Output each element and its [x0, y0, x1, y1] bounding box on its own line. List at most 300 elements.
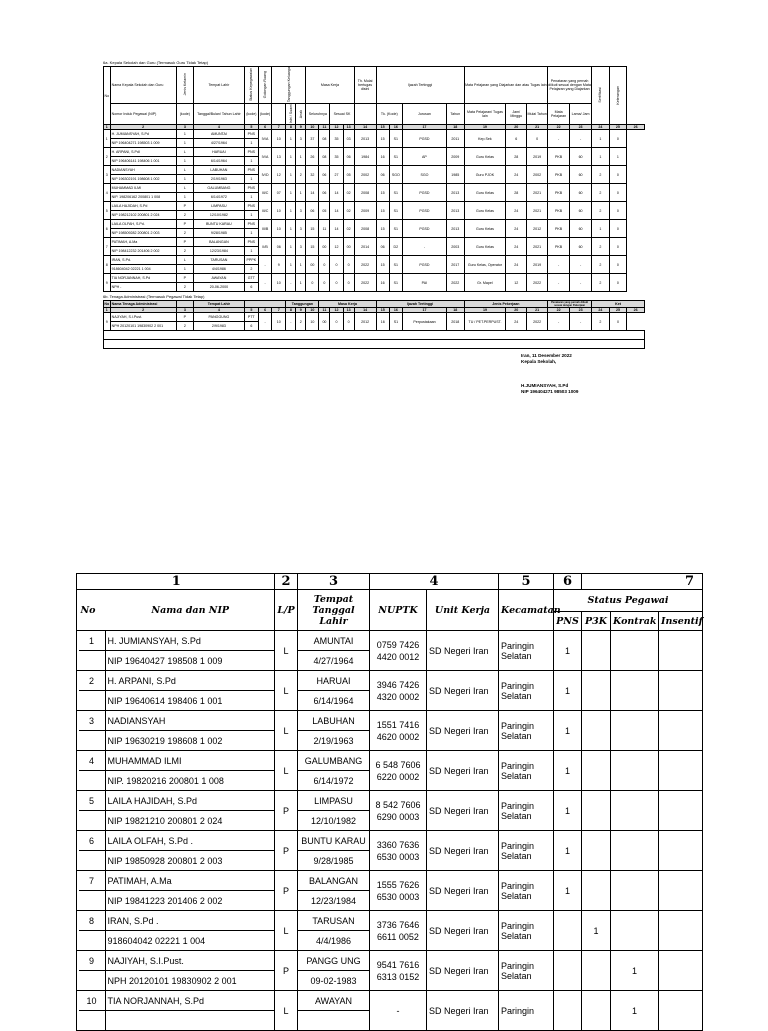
row-jam: 6 — [506, 130, 527, 148]
row-tanggal: 12/23/1984 — [298, 891, 370, 911]
hdr-mapel: Mata Pelajaran yang Diajarkan dan atau Tugas lain — [464, 67, 548, 104]
hdr-b-nama: Nama Tenaga Administrasi — [110, 301, 176, 308]
section-b-caption: 6b. Tenaga Administrasi (Termasuk Pegawai Tidak Tetap) — [103, 294, 205, 300]
row-anak: 1 — [296, 148, 306, 166]
row-tempat: HARUAI — [298, 671, 370, 691]
row-gol: - — [258, 274, 271, 292]
col-number: 5 — [244, 308, 258, 313]
table-row — [77, 631, 703, 651]
row-nuptk — [370, 831, 427, 871]
row-nip: NIP 19841223 201406 2 002 — [105, 891, 275, 910]
row-jk: 1 — [176, 130, 194, 139]
row-lama: 60 — [570, 148, 592, 166]
row-ssk: 0 — [330, 274, 343, 292]
row-kd: 10 — [272, 130, 286, 148]
row-pen: PKB — [548, 166, 570, 184]
row-kd: 10 — [272, 274, 286, 292]
row-jk: P — [176, 274, 194, 283]
row-nama-cell — [79, 911, 275, 931]
row-lp: P — [275, 871, 298, 911]
row-gol: - — [258, 313, 271, 331]
col-number: 23 — [570, 125, 592, 130]
admin-table — [103, 300, 645, 349]
row-status-code: 1 — [244, 139, 258, 148]
row-kec-2: Selatan — [501, 770, 532, 781]
row-kec-2: Selatan — [501, 970, 532, 981]
row-kontrak — [611, 711, 659, 751]
row-tk1: 16 — [376, 274, 389, 292]
row-nip: NIP 19821210 200801 2 024 — [105, 811, 275, 830]
row-nip: NIP. 19820216 200801 1 008 — [105, 771, 275, 790]
row-nuptk — [370, 751, 427, 791]
row-nama: LAILA HAJIDAH, S.Pd — [105, 791, 275, 810]
col-number: 8 — [286, 308, 296, 313]
row-nuptk-1: 3946 7426 — [376, 679, 420, 690]
hdr-b-ket: Ket — [592, 301, 645, 308]
row-tempat: HARUAI — [194, 148, 245, 157]
row-kec-1: Paringin — [501, 880, 535, 891]
row-kd: 9 — [272, 256, 286, 274]
row-unit: SD Negeri Iran — [427, 671, 499, 711]
row-nuptk-2: 6313 0152 — [376, 971, 420, 982]
hdr-jam: Jam/ Minggu — [506, 104, 527, 125]
col-number: 19 — [464, 308, 506, 313]
row-tanggal: 6/14/1964 — [298, 691, 370, 711]
row-tanggal — [298, 1011, 370, 1031]
row-mp: Guru Kelas — [464, 238, 506, 256]
row-kec-2: Selatan — [501, 690, 532, 701]
hdr-istri: Istri / Suami — [286, 104, 296, 125]
row-jur: PGSD — [402, 130, 446, 148]
row-jur: PGSD — [402, 220, 446, 238]
row-ssk: 27 — [330, 166, 343, 184]
row-tanggal: 9/28/1985 — [194, 229, 245, 238]
row-nuptk-2: 6611 0052 — [377, 931, 419, 942]
row-sbl: 0 — [343, 256, 354, 274]
row-anak: 1 — [296, 274, 306, 292]
sign-name: H.JUMIANSYAH, S.Pd — [521, 383, 569, 388]
row-pns: 1 — [554, 671, 582, 711]
hdr-tanggal: Tanggal/Bulan/ Tahun Lahir — [194, 104, 245, 125]
hdr-tempat: Tempat Lahir — [194, 67, 245, 104]
row-kec-1: Paringin — [501, 920, 535, 931]
row-status: PNS — [244, 238, 258, 247]
col-number: 26 — [627, 125, 645, 130]
row-thn: 2003 — [446, 238, 464, 256]
row-insentif — [659, 951, 703, 991]
row-tempat: LIMPASU — [194, 202, 245, 211]
row-kontrak: 1 — [611, 991, 659, 1031]
row-istri: 1 — [286, 166, 296, 184]
row-tk2: SGO — [389, 166, 402, 184]
row-nama: LAILA OLFAH, S.Pd. — [110, 220, 176, 229]
hdr-kode-status: (kode) — [244, 104, 258, 125]
table-row — [104, 184, 645, 193]
row-mulai: 2021 — [527, 202, 548, 220]
row-th: 2022 — [354, 274, 376, 292]
row-nuptk-2: 4320 0002 — [376, 691, 420, 702]
num-col-1: 1 — [79, 574, 275, 590]
row-tempat: AWAYAN — [298, 991, 370, 1011]
row-th: 2009 — [354, 202, 376, 220]
row-tk2: S1 — [389, 148, 402, 166]
row-nip: NIP 19640614 198406 1 001 — [105, 691, 275, 710]
row-kec-1: Paringin — [501, 960, 535, 971]
row-ser: 2 — [592, 256, 610, 274]
row-lp: P — [275, 791, 298, 831]
row-thn: 2013 — [446, 184, 464, 202]
row-tempat: BALANGAN — [194, 238, 245, 247]
row-nuptk-1: 3360 7636 — [376, 839, 420, 850]
col-number: 10 — [306, 308, 319, 313]
row-mulai: 2019 — [527, 256, 548, 274]
row-ser: 2 — [592, 184, 610, 202]
row-sel: 10 — [306, 313, 319, 331]
row-anak: 1 — [296, 256, 306, 274]
row-tanggal: 12/10/1982 — [194, 211, 245, 220]
row-kontrak — [611, 791, 659, 831]
col-number: 26 — [627, 308, 645, 313]
row-insentif — [659, 631, 703, 671]
row-no: 8 — [104, 256, 111, 274]
row-unit: SD Negeri Iran — [427, 631, 499, 671]
row-kec-1: Paringin — [501, 680, 535, 691]
row-jk-code: 2 — [176, 283, 194, 292]
row-tk1: 16 — [376, 148, 389, 166]
row-kecamatan — [499, 911, 554, 951]
row-gol: IV/A — [258, 130, 271, 148]
col-number: 14 — [354, 308, 376, 313]
row-p3k: 1 — [582, 911, 611, 951]
row-mp: Gr. Mapel — [464, 274, 506, 292]
hdr-jurusan: Jurusan — [402, 104, 446, 125]
row-gol: III/C — [258, 202, 271, 220]
row-ket: 0 — [609, 238, 627, 256]
row-nuptk — [370, 631, 427, 671]
row-tanggal: 4/27/1964 — [194, 139, 245, 148]
row-kd: 10 — [272, 220, 286, 238]
row-tanggal: 2/9/1983 — [194, 322, 245, 331]
row-no: 3 — [104, 166, 111, 184]
row-pns: 1 — [554, 791, 582, 831]
row-nama: H. ARPANI, S.PdI — [110, 148, 176, 157]
row-nip: NIP 19640427 198508 1 009 — [105, 651, 275, 670]
row-jam: 24 — [506, 166, 527, 184]
row-ket: 0 — [609, 313, 627, 331]
row-status: PNS — [244, 220, 258, 229]
col-number: 13 — [343, 308, 354, 313]
row-jam: 12 — [506, 274, 527, 292]
row-mp: Guru Kelas, Operator — [464, 256, 506, 274]
row-nama: H. JUMIANSYAH, S.Pd — [105, 631, 275, 650]
row-p3k — [582, 791, 611, 831]
table-row — [104, 274, 645, 283]
row-th: 2012 — [354, 313, 376, 331]
hdr-b-ijazah: Ijazah Tertinggi — [376, 301, 464, 308]
row-mulai: 2019 — [527, 148, 548, 166]
hdr-ttl: Tempat Tanggal Lahir — [298, 590, 370, 631]
row-no: 4 — [104, 184, 111, 202]
hdr-b-jenis: Jenis Pekerjaan — [464, 301, 548, 308]
row-mp: Kep.Sek — [464, 130, 506, 148]
row-tempat: PANGGUNG — [194, 313, 245, 322]
row-lp: L — [275, 631, 298, 671]
row-nuptk-2: 6530 0003 — [376, 891, 420, 902]
col-number: 12 — [330, 125, 343, 130]
row-thn: 2013 — [446, 220, 464, 238]
hdr-b-blank — [176, 301, 194, 308]
row-sel: 26 — [306, 148, 319, 166]
row-anak: 3 — [296, 202, 306, 220]
col-number: 14 — [354, 125, 376, 130]
col-number: 5 — [244, 125, 258, 130]
row-ssk: 14 — [330, 184, 343, 202]
row-ssk: 14 — [330, 220, 343, 238]
row-jur: PGSD — [402, 256, 446, 274]
row-jur: - — [402, 238, 446, 256]
row-kec-1: Paringin — [501, 720, 535, 731]
row-nip: NIP 198412232 201406 2 002 — [110, 247, 176, 256]
hdr-b-blank2 — [244, 301, 286, 308]
num-col-4: 4 — [370, 574, 499, 590]
row-mp: Guru Kelas — [464, 184, 506, 202]
row-istri: - — [286, 313, 296, 331]
col-number: 6 — [258, 125, 271, 130]
row-no: 9 — [104, 274, 111, 292]
col-number: 4 — [194, 308, 245, 313]
table-row — [77, 751, 703, 771]
row-pen: PKB — [548, 148, 570, 166]
row-pen: PKB — [548, 238, 570, 256]
row-lp: L — [275, 711, 298, 751]
hdr-nama: Nama Kepala Sekolah dan Guru — [110, 67, 176, 104]
row-th: 2008 — [354, 184, 376, 202]
row-istri: 1 — [286, 130, 296, 148]
col-number: 8 — [286, 125, 296, 130]
row-sel: 14 — [306, 184, 319, 202]
col-number: 15 — [376, 308, 389, 313]
col-number: 21 — [527, 308, 548, 313]
col-number: 7 — [272, 125, 286, 130]
hdr-p3k: P3K — [582, 612, 611, 631]
row-tempat: BALANGAN — [298, 871, 370, 891]
row-jk: P — [176, 238, 194, 247]
row-no: 6 — [88, 835, 94, 846]
col-number: 18 — [446, 125, 464, 130]
row-nama-cell — [79, 631, 275, 651]
row-th: 2014 — [354, 238, 376, 256]
col-number: 11 — [319, 125, 330, 130]
row-tempat: AWAYAN — [194, 274, 245, 283]
row-nama-cell — [79, 711, 275, 731]
row-nip-cell — [79, 731, 275, 751]
num-col-7: 7 — [582, 574, 703, 590]
row-nama: NAJIYAH, S.I.Pust. — [110, 313, 176, 322]
row-lp: L — [275, 911, 298, 951]
num-col-3: 3 — [298, 574, 370, 590]
row-kd: 10 — [272, 202, 286, 220]
row-kecamatan — [499, 951, 554, 991]
row-bl: 08 — [319, 148, 330, 166]
hdr-tanggungan: Tanggungan Keluarga — [272, 67, 306, 104]
row-pns: 1 — [554, 631, 582, 671]
table-row — [77, 831, 703, 851]
row-pen: - — [548, 313, 570, 331]
row-status: PTT — [244, 313, 258, 322]
row-nama: IRAN, S.Pd . — [105, 911, 275, 930]
row-lp: L — [275, 751, 298, 791]
col-number: 19 — [464, 125, 506, 130]
row-jur: Perpustakaan — [403, 313, 447, 331]
row-status-code: 2 — [244, 265, 258, 274]
row-sel: 00 — [306, 256, 319, 274]
row-mulai: 2021 — [527, 184, 548, 202]
row-thn: 2011 — [446, 130, 464, 148]
col-number: 7 — [272, 308, 286, 313]
admin-empty-row — [104, 340, 645, 349]
row-nuptk — [370, 671, 427, 711]
row-thn: 2009 — [446, 148, 464, 166]
row-sel: 15 — [306, 220, 319, 238]
col-number: 12 — [330, 308, 343, 313]
row-kd: 13 — [272, 148, 286, 166]
row-nama-cell — [79, 831, 275, 851]
row-tanggal: 2/19/1963 — [298, 731, 370, 751]
row-nama: TIA NORJANNAH, S.Pd — [110, 274, 176, 283]
sign-place-date: Iran, 11 Desember 2022 — [521, 353, 572, 358]
hdr-status: Status Kepegawaian — [244, 67, 258, 104]
hdr-kecamatan: Kecamatan — [499, 590, 554, 631]
row-tk2: S1 — [389, 184, 402, 202]
row-istri: - — [286, 274, 296, 292]
row-kontrak — [611, 871, 659, 911]
row-tanggal: 20-06-2000 — [194, 283, 245, 292]
row-lama: 60 — [570, 166, 592, 184]
row-nama: PATIMAH, A.Ma — [110, 238, 176, 247]
row-pen: - — [548, 130, 570, 148]
row-nama: IRAN, S.Pd. — [110, 256, 176, 265]
row-bl: 11 — [319, 220, 330, 238]
row-insentif — [659, 871, 703, 911]
row-kec-1: Paringin — [501, 1005, 535, 1016]
row-nuptk — [370, 791, 427, 831]
row-tanggal: 6/14/1964 — [194, 157, 245, 166]
row-ser: 2 — [592, 238, 610, 256]
row-sbl: 02 — [343, 184, 354, 202]
hdr-pns: PNS — [554, 612, 582, 631]
row-nuptk — [370, 711, 427, 751]
row-lama: 60 — [570, 238, 592, 256]
row-p3k — [582, 831, 611, 871]
row-nip — [105, 1011, 275, 1030]
hdr-kode-gol: (kode) — [258, 104, 271, 125]
row-lama: - — [570, 130, 592, 148]
row-insentif — [659, 751, 703, 791]
row-mp: Guru Kelas — [464, 202, 506, 220]
row-mulai: 2022 — [527, 274, 548, 292]
row-nuptk-1: - — [396, 1005, 400, 1016]
row-ssk: 0 — [330, 313, 343, 331]
row-kecamatan — [499, 631, 554, 671]
col-number: 6 — [258, 308, 271, 313]
row-ket: 0 — [609, 184, 627, 202]
row-gol: III/B — [258, 220, 271, 238]
row-sbl: 0 — [343, 313, 354, 331]
row-nama: MUHAMMAD ILMI — [110, 184, 176, 193]
row-kecamatan — [499, 671, 554, 711]
row-nip: NIP 198509282 200801 2 003 — [110, 229, 176, 238]
col-number: 25 — [609, 125, 627, 130]
row-nuptk — [370, 951, 427, 991]
hdr-keterangan: Keterangan — [609, 67, 627, 125]
row-status-code: 1 — [244, 247, 258, 256]
row-anak: 1 — [296, 184, 306, 202]
row-lp: L — [275, 991, 298, 1031]
row-unit: SD Negeri Iran — [427, 751, 499, 791]
row-thn: 2022 — [446, 274, 464, 292]
row-nip: 918604042 02221 1 004 — [105, 931, 275, 950]
row-mulai: 0 — [527, 130, 548, 148]
row-ket: 0 — [609, 202, 627, 220]
row-tk2: S1 — [389, 202, 402, 220]
row-insentif — [659, 831, 703, 871]
row-unit: SD Negeri Iran — [427, 711, 499, 751]
row-bl: 00 — [319, 313, 330, 331]
row-insentif — [659, 911, 703, 951]
col-number: 4 — [194, 125, 245, 130]
row-gol: IV/D — [258, 166, 271, 184]
col-number: 20 — [506, 308, 527, 313]
row-jk-code: 1 — [176, 193, 194, 202]
row-tanggal: 6/14/1972 — [298, 771, 370, 791]
row-status: PNS — [244, 166, 258, 175]
row-bl: 08 — [319, 130, 330, 148]
col-number: 1 — [104, 308, 111, 313]
section-a-caption: 6a. Kepala Sekolah dan Guru (Termasuk Guru Tidak Tetap) — [103, 60, 209, 65]
row-jk-code: 1 — [176, 157, 194, 166]
hdr-tk: Tk. (Kode) — [376, 104, 402, 125]
row-anak: 2 — [296, 166, 306, 184]
hdr-masa: Masa Kerja — [306, 67, 354, 104]
row-tempat: TARUSAN — [194, 256, 245, 265]
row-nuptk-1: 8 542 7606 — [375, 799, 421, 810]
col-number: 17 — [403, 308, 447, 313]
row-nama: PATIMAH, A.Ma — [105, 871, 275, 890]
row-status: PNS — [244, 130, 258, 139]
hdr-lp: L/P — [275, 590, 298, 631]
row-lama: - — [570, 313, 592, 331]
row-ket: 0 — [609, 220, 627, 238]
num-col-6: 6 — [554, 574, 582, 590]
row-kontrak — [611, 911, 659, 951]
row-status: PNS — [244, 184, 258, 193]
row-kec-1: Paringin — [501, 640, 535, 651]
hdr-unit: Unit Kerja — [427, 590, 499, 631]
col-number: 24 — [592, 308, 610, 313]
hdr-golongan: Golongan Ruang — [258, 67, 271, 104]
row-tanggal: 6/14/1972 — [194, 193, 245, 202]
hdr-th-mulai: Th. Mulai bertugas disini — [354, 67, 376, 104]
row-tempat: LIMPASU — [298, 791, 370, 811]
signature-block — [521, 353, 578, 395]
row-thn: 2018 — [446, 313, 464, 331]
row-ser: 1 — [592, 130, 610, 148]
row-jk: L — [176, 256, 194, 265]
row-jur: PGSD — [402, 202, 446, 220]
row-nip: NIP 198212102 200801 2 024 — [110, 211, 176, 220]
row-kecamatan — [499, 991, 554, 1031]
row-lama: - — [570, 256, 592, 274]
